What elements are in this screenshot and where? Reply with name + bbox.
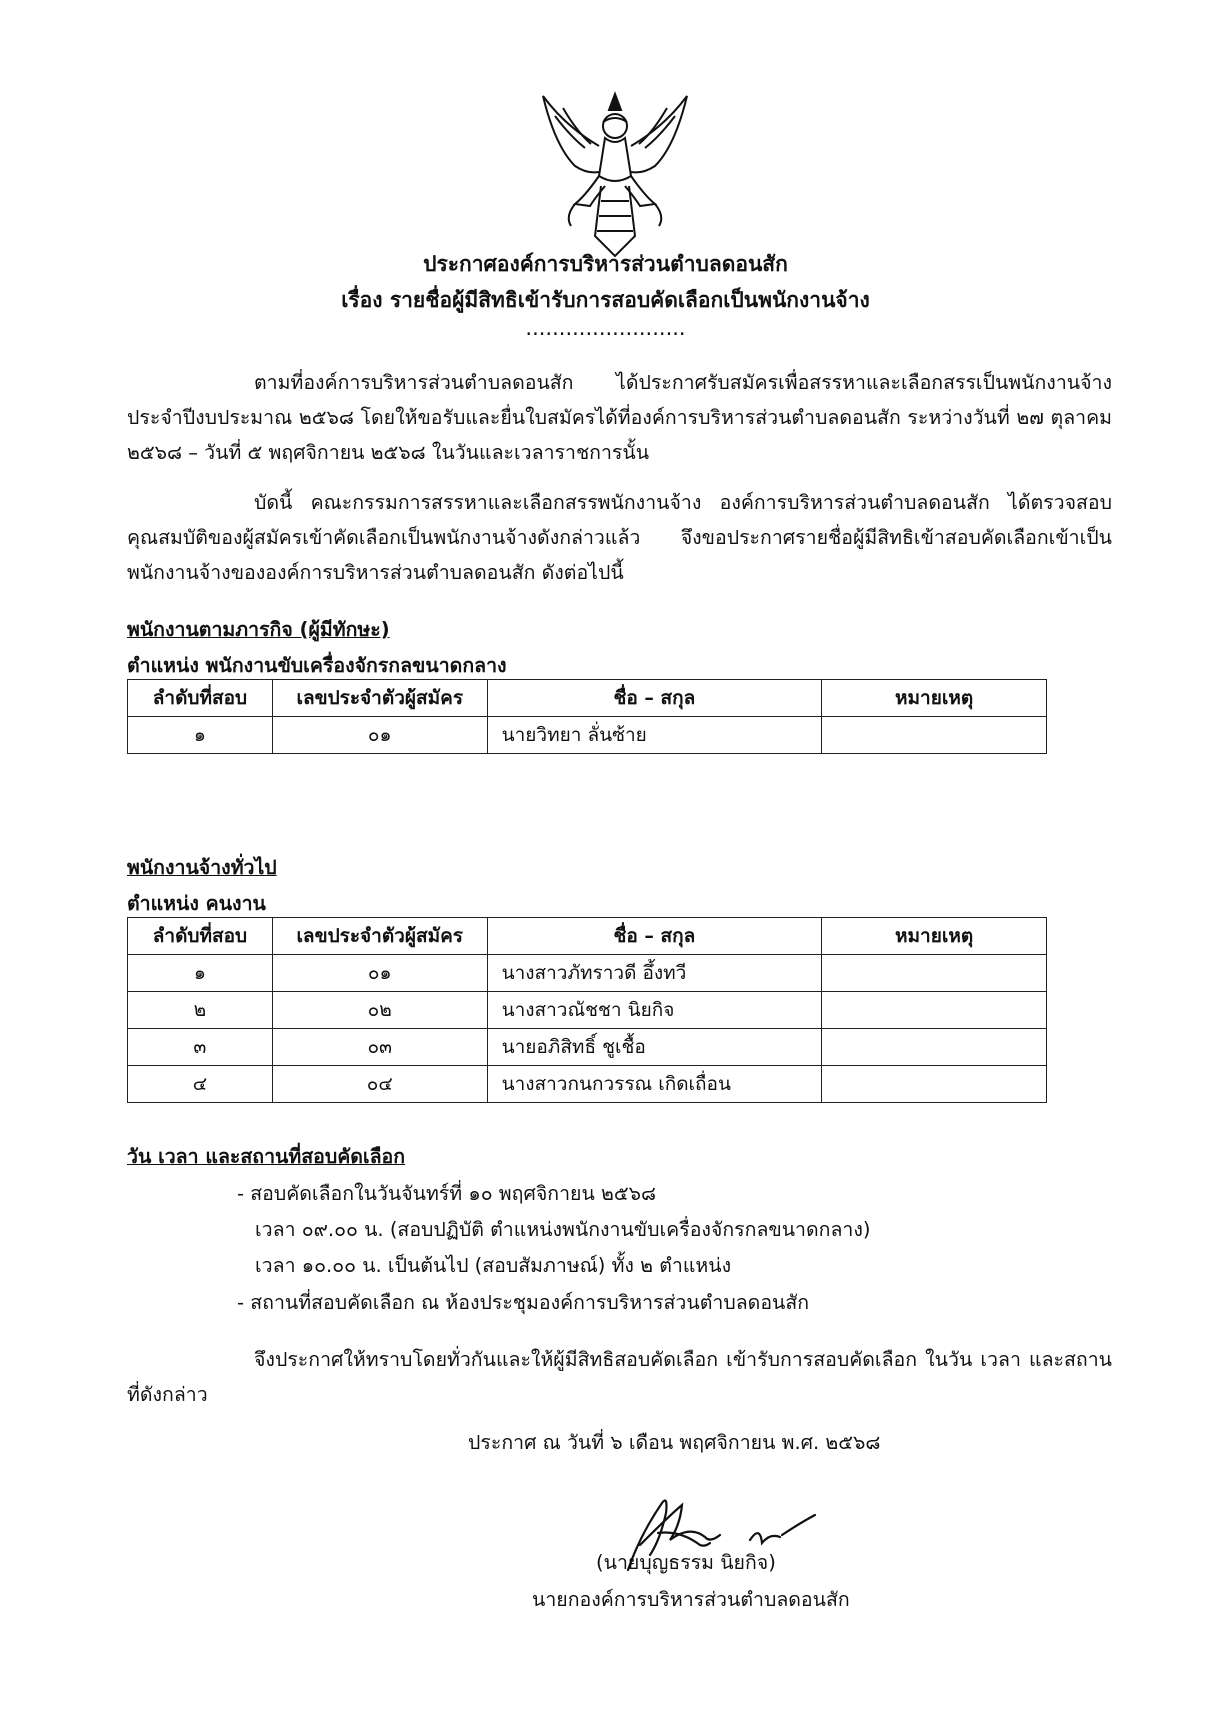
cell-id: ๐๔ — [272, 1066, 487, 1103]
document-subject: เรื่อง รายชื่อผู้มีสิทธิเข้ารับการสอบคัดเลือกเป็นพนักงานจ้าง — [341, 288, 870, 312]
col-note-header: หมายเหตุ — [822, 680, 1047, 717]
schedule-heading: วัน เวลา และสถานที่สอบคัดเลือก — [127, 1145, 406, 1168]
cell-id: ๐๑ — [272, 955, 487, 992]
table-row — [128, 955, 1047, 992]
section2-position: ตำแหน่ง คนงาน — [127, 892, 266, 915]
schedule-item-date: - สอบคัดเลือกในวันจันทร์ที่ ๑๐ พฤศจิกายน ๒๕๖๘ — [237, 1182, 657, 1205]
section1-heading: พนักงานตามภารกิจ (ผู้มีทักษะ) — [127, 618, 390, 641]
cell-name: นางสาวณัชชา นิยกิจ — [487, 992, 822, 1029]
title-divider: ........................ — [525, 316, 686, 340]
col-order-header: ลำดับที่สอบ — [128, 680, 273, 717]
cell-id: ๐๒ — [272, 992, 487, 1029]
cell-name: นางสาวภัทราวดี อึ้งทวี — [487, 955, 822, 992]
cell-note — [822, 1066, 1047, 1103]
col-order-header: ลำดับที่สอบ — [128, 918, 273, 955]
section1-table — [127, 679, 1047, 754]
cell-order: ๑ — [128, 955, 273, 992]
intro-paragraph: ตามที่องค์การบริหารส่วนตำบลดอนสัก ได้ประกาศรับสมัครเพื่อสรรหาและเลือกสรรเป็นพนักงานจ้าง ประจำปีงบประมาณ ๒๕๖๘ โดยให้ขอรับและยื่นใบสมัครได้ที่องค์การบริหารส่วนตำบลดอนสัก ระหว่างวันที่ ๒๗ ตุลาคม ๒๕๖๘ – วันที่ ๕ พฤศจิกายน ๒๕๖๘ ในวันและเวลาราชการนั้น — [127, 371, 1112, 464]
closing-paragraph: จึงประกาศให้ทราบโดยทั่วกันและให้ผู้มีสิทธิสอบคัดเลือก เข้ารับการสอบคัดเลือก ในวัน เวลา และสถานที่ดังกล่าว — [127, 1348, 1112, 1406]
cell-note — [822, 717, 1047, 754]
schedule-item-time1: เวลา ๐๙.๐๐ น. (สอบปฏิบัติ ตำแหน่งพนักงานขับเครื่องจักรกลขนาดกลาง) — [255, 1218, 871, 1241]
schedule-item-venue: - สถานที่สอบคัดเลือก ณ ห้องประชุมองค์การบริหารส่วนตำบลดอนสัก — [237, 1291, 810, 1314]
signer-name: (นายบุญธรรม นิยกิจ) — [596, 1551, 776, 1574]
schedule-item-time2: เวลา ๑๐.๐๐ น. เป็นต้นไป (สอบสัมภาษณ์) ทั้ง ๒ ตำแหน่ง — [255, 1254, 732, 1277]
cell-order: ๔ — [128, 1066, 273, 1103]
section2-heading: พนักงานจ้างทั่วไป — [127, 856, 277, 879]
col-name-header: ชื่อ – สกุล — [487, 918, 822, 955]
signer-title: นายกองค์การบริหารส่วนตำบลดอนสัก — [532, 1588, 850, 1611]
table-row — [128, 717, 1047, 754]
table-header-row — [128, 918, 1047, 955]
document-title: ประกาศองค์การบริหารส่วนตำบลดอนสัก — [423, 252, 788, 276]
cell-note — [822, 1029, 1047, 1066]
announcement-date: ประกาศ ณ วันที่ ๖ เดือน พฤศจิกายน พ.ศ. ๒๕๖๘ — [468, 1431, 881, 1454]
cell-note — [822, 955, 1047, 992]
col-id-header: เลขประจำตัวผู้สมัคร — [272, 680, 487, 717]
section2-table — [127, 917, 1047, 1103]
table-row — [128, 1029, 1047, 1066]
table-header-row — [128, 680, 1047, 717]
garuda-emblem-icon — [535, 86, 695, 261]
cell-name: นายอภิสิทธิ์ ชูเชื้อ — [487, 1029, 822, 1066]
col-name-header: ชื่อ – สกุล — [487, 680, 822, 717]
cell-order: ๑ — [128, 717, 273, 754]
col-id-header: เลขประจำตัวผู้สมัคร — [272, 918, 487, 955]
cell-order: ๓ — [128, 1029, 273, 1066]
col-note-header: หมายเหตุ — [822, 918, 1047, 955]
cell-id: ๐๑ — [272, 717, 487, 754]
cell-id: ๐๓ — [272, 1029, 487, 1066]
table-row — [128, 1066, 1047, 1103]
cell-name: นางสาวกนกวรรณ เกิดเถื่อน — [487, 1066, 822, 1103]
cell-name: นายวิทยา ลั่นซ้าย — [487, 717, 822, 754]
section1-position: ตำแหน่ง พนักงานขับเครื่องจักรกลขนาดกลาง — [127, 654, 507, 677]
cell-note — [822, 992, 1047, 1029]
cell-order: ๒ — [128, 992, 273, 1029]
table-row — [128, 992, 1047, 1029]
announcement-paragraph: บัดนี้ คณะกรรมการสรรหาและเลือกสรรพนักงานจ้าง องค์การบริหารส่วนตำบลดอนสัก ได้ตรวจสอบคุณสมบัติของผู้สมัครเข้าคัดเลือกเป็นพนักงานจ้างดังกล่าวแล้ว จึงขอประกาศรายชื่อผู้มีสิทธิเข้าสอบคัดเลือกเข้าเป็นพนักงานจ้างขององค์การบริหารส่วนตำบลดอนสัก ดังต่อไปนี้ — [127, 491, 1112, 584]
